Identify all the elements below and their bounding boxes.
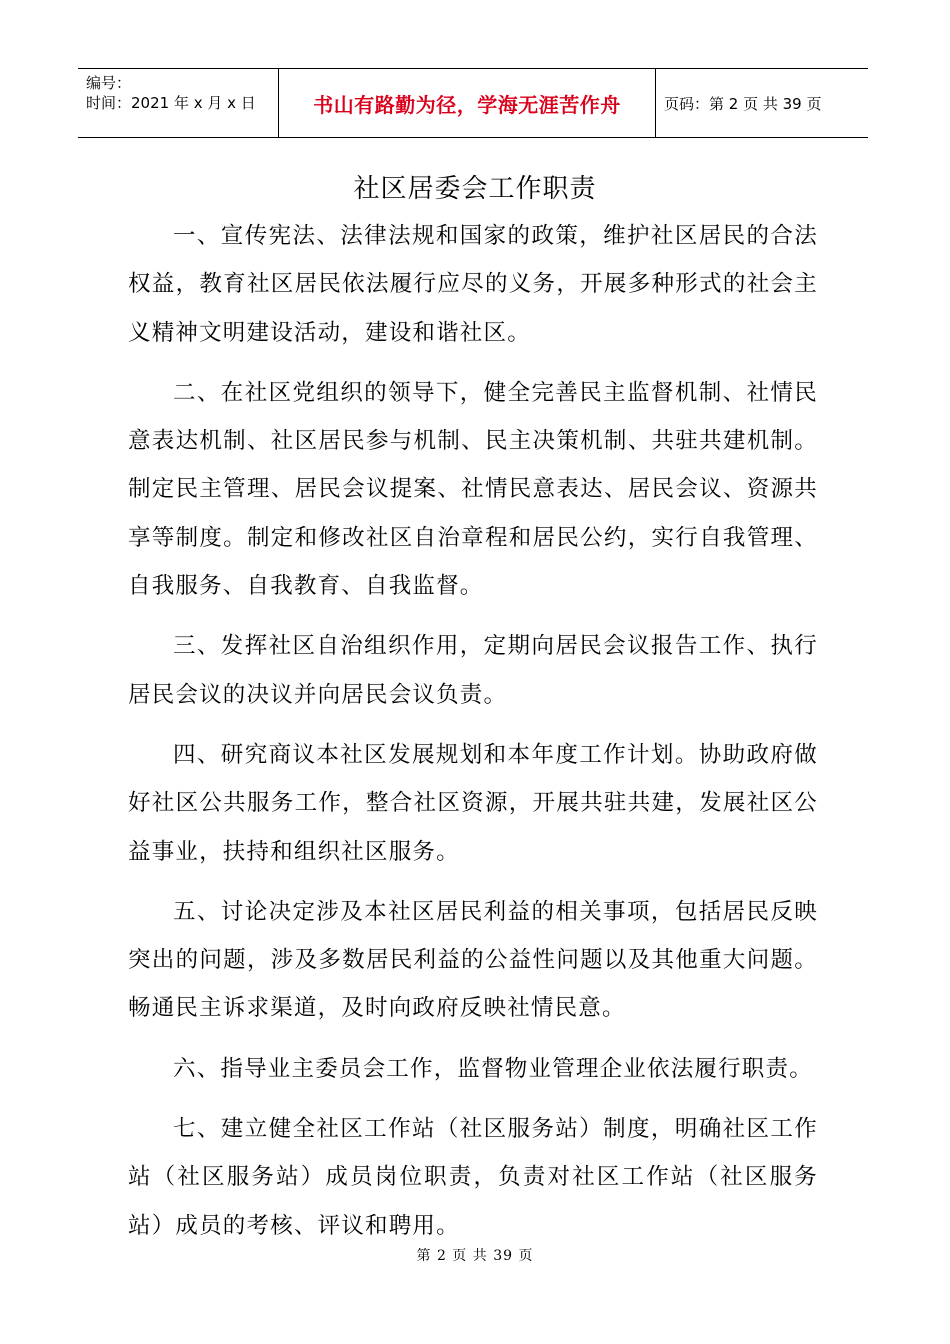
header-motto: 书山有路勤为径，学海无涯苦作舟 <box>278 69 656 137</box>
document-body <box>128 212 818 1262</box>
header-table <box>78 68 868 138</box>
paragraph-7: 七、建立健全社区工作站（社区服务站）制度，明确社区工作站（社区服务站）成员岗位职责，负责对社区工作站（社区服务站）成员的考核、评议和聘用。 <box>128 1116 818 1239</box>
header-meta <box>78 69 278 137</box>
time-label: 时间：2021 年 x 月 x 日 <box>86 94 256 112</box>
page-footer: 第 2 页 共 39 页 <box>416 1248 534 1264</box>
paragraph-5: 五、讨论决定涉及本社区居民利益的相关事项，包括居民反映突出的问题，涉及多数居民利益的公益性问题以及其他重大问题。畅通民主诉求渠道，及时向政府反映社情民意。 <box>128 898 818 1022</box>
paragraph-4: 四、研究商议本社区发展规划和本年度工作计划。协助政府做好社区公共服务工作，整合社区资源，开展共驻共建，发展社区公益事业，扶持和组织社区服务。 <box>128 741 818 865</box>
paragraph-6: 六、指导业主委员会工作，监督物业管理企业依法履行职责。 <box>173 1055 813 1082</box>
paragraph-3: 三、发挥社区自治组织作用，定期向居民会议报告工作、执行居民会议的决议并向居民会议负责。 <box>128 633 818 708</box>
paragraph-1: 一、宣传宪法、法律法规和国家的政策，维护社区居民的合法权益，教育社区居民依法履行应尽的义务，开展多种形式的社会主义精神文明建设活动，建设和谐社区。 <box>128 223 818 346</box>
document-title: 社区居委会工作职责 <box>353 174 597 204</box>
number-label: 编号： <box>86 74 132 92</box>
header-page-info: 页码：第 2 页 共 39 页 <box>664 94 822 113</box>
paragraph-2: 二、在社区党组织的领导下，健全完善民主监督机制、社情民意表达机制、社区居民参与机制、民主决策机制、共驻共建机制。制定民主管理、居民会议提案、社情民意表达、居民会议、资源共享等制度。制定和修改社区自治章程和居民公约，实行自我管理、自我服务、自我教育、自我监督。 <box>128 379 818 600</box>
